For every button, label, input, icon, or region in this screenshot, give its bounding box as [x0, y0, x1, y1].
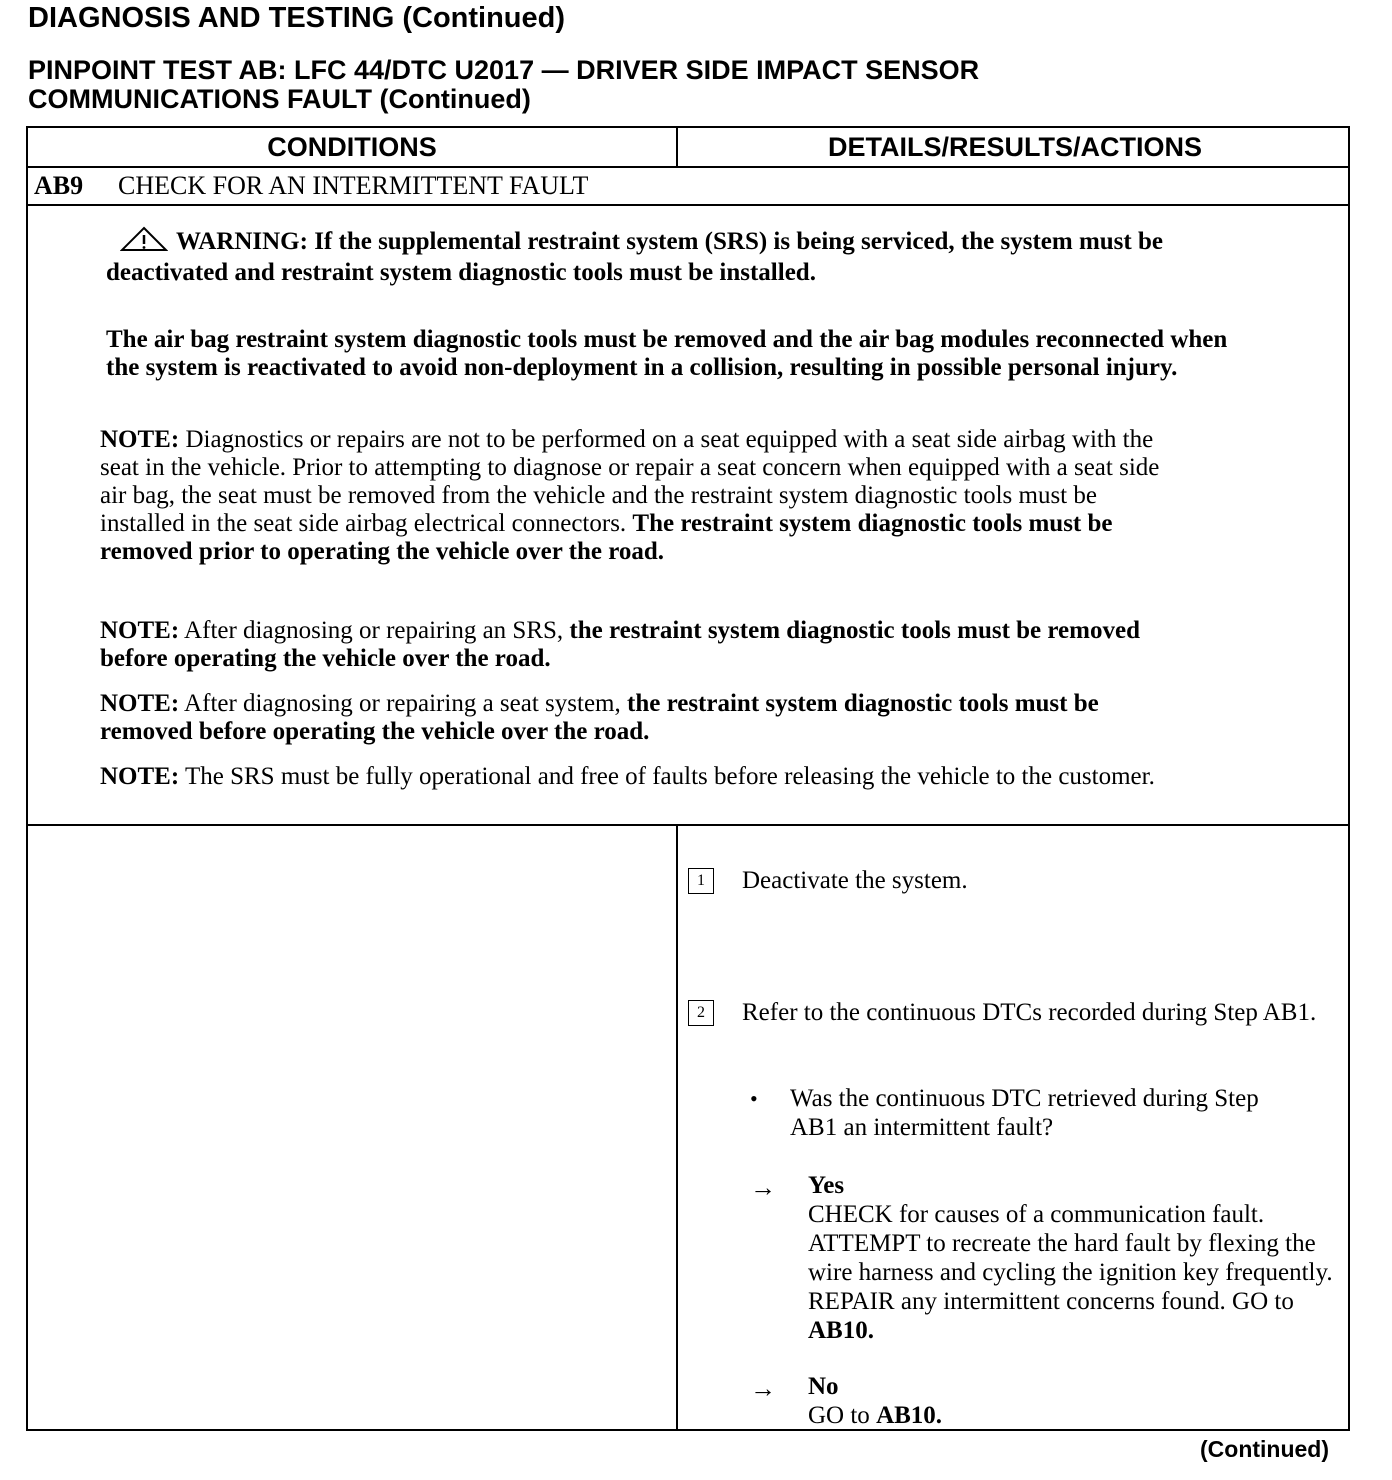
warning-text-1	[106, 226, 1286, 287]
yes-text	[808, 1200, 1338, 1345]
column-header-conditions: CONDITIONS	[28, 128, 678, 166]
warning-triangle-icon	[120, 226, 168, 259]
note-emphasis: The restraint system diagnostic tools must be removed prior to operating the vehicle over the road.	[100, 510, 1113, 565]
note-label: NOTE:	[100, 617, 180, 644]
step-1-text: Deactivate the system.	[742, 867, 968, 894]
warning-text-2: The air bag restraint system diagnostic tools must be removed and the air bag modules reconnected when the system is reactivated to avoid non-deployment in a collision, resulting in possible personal injury.	[106, 326, 1228, 381]
yes-instructions: CHECK for causes of a communication fault. ATTEMPT to recreate the hard fault by flexing the wire harness and cycling the ignition key frequently. REPAIR any intermittent concerns found. GO to	[808, 1201, 1333, 1315]
step-row	[28, 168, 1348, 206]
warning-block	[28, 206, 1348, 826]
no-label: No	[808, 1373, 839, 1400]
column-header-details: DETAILS/RESULTS/ACTIONS	[827, 132, 1202, 162]
note-1	[100, 426, 1180, 566]
note-label: NOTE:	[100, 763, 180, 790]
no-text	[808, 1401, 1338, 1430]
step-2-text: Refer to the continuous DTCs recorded during Step AB1.	[742, 999, 1317, 1026]
note-label: NOTE:	[100, 426, 180, 453]
pinpoint-test-title-line2: COMMUNICATIONS FAULT (Continued)	[28, 84, 531, 114]
note-text: After diagnosing or repairing an SRS,	[179, 617, 570, 644]
note-2	[100, 617, 1180, 673]
note-emphasis: the restraint system diagnostic tools must be removed before operating the vehicle over the road.	[100, 690, 1099, 745]
step-1-checkbox: 1	[688, 868, 714, 894]
yes-arrow-icon: →	[750, 1173, 776, 1202]
step-2-checkbox: 2	[688, 1000, 714, 1026]
note-text: The SRS must be fully operational and free of faults before releasing the vehicle to the customer.	[179, 763, 1155, 790]
no-arrow-icon: →	[750, 1374, 776, 1403]
step-id: AB9	[34, 171, 84, 200]
bullet-icon: •	[750, 1086, 758, 1111]
note-label: NOTE:	[100, 690, 180, 717]
warning-text: WARNING: If the supplemental restraint system (SRS) is being serviced, the system must be deactivated and restraint system diagnostic tools must be installed.	[106, 228, 1163, 286]
table-header	[28, 128, 1348, 168]
pinpoint-test-title-line1: PINPOINT TEST AB: LFC 44/DTC U2017 — DRIVER SIDE IMPACT SENSOR	[28, 55, 980, 85]
yes-branch	[808, 1171, 1338, 1345]
continued-footer: (Continued)	[1200, 1436, 1330, 1462]
page-title: DIAGNOSIS AND TESTING (Continued)	[28, 2, 566, 34]
pinpoint-test-title	[28, 56, 979, 114]
pinpoint-test-table	[26, 126, 1350, 1431]
note-4	[100, 763, 1180, 791]
column-divider	[676, 826, 678, 1431]
note-text: After diagnosing or repairing a seat system,	[179, 690, 627, 717]
note-text: Diagnostics or repairs are not to be performed on a seat equipped with a seat side airbag with the seat in the vehicle. Prior to attempting to diagnose or repair a seat concern when equipped with a seat side air bag, the seat must be removed from the vehicle and the restraint system diagnostic tools must be installed in the seat side airbag electrical connectors.	[100, 426, 1160, 537]
no-instructions: GO to	[808, 1402, 877, 1429]
note-emphasis: the restraint system diagnostic tools must be removed before operating the vehicle over the road.	[100, 617, 1140, 672]
yes-target: AB10.	[808, 1317, 874, 1344]
step-title: CHECK FOR AN INTERMITTENT FAULT	[118, 171, 589, 200]
no-branch	[808, 1372, 1338, 1430]
no-target: AB10.	[876, 1402, 943, 1429]
question-text: Was the continuous DTC retrieved during Step AB1 an intermittent fault?	[790, 1085, 1259, 1141]
note-3	[100, 690, 1180, 746]
yes-label: Yes	[808, 1172, 845, 1199]
